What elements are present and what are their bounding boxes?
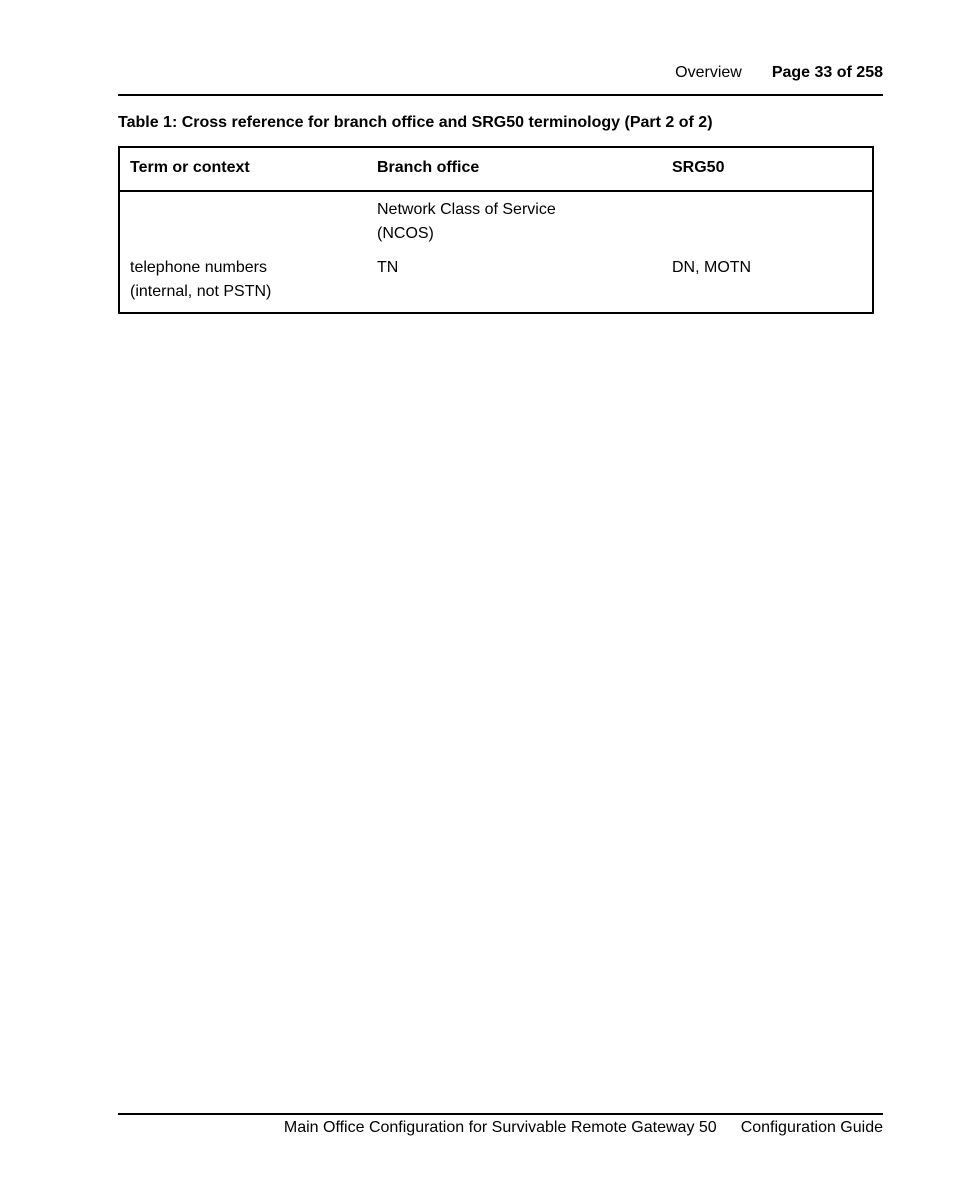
cell-line — [377, 280, 652, 304]
cell-srg50 — [662, 191, 873, 250]
cell-srg50 — [662, 250, 873, 313]
table-row — [119, 250, 873, 313]
cell-line: telephone numbers — [130, 259, 267, 276]
column-header-branch-office: Branch office — [367, 147, 662, 191]
cell-line — [672, 222, 862, 246]
cell-line: (NCOS) — [377, 225, 434, 242]
column-header-term: Term or context — [119, 147, 367, 191]
document-type: Configuration Guide — [740, 1119, 883, 1136]
cross-reference-table — [118, 146, 874, 314]
cell-branch-office — [367, 191, 662, 250]
cell-line — [130, 222, 357, 246]
cell-term — [119, 250, 367, 313]
cell-line: (internal, not PSTN) — [130, 283, 272, 300]
table-caption: Table 1: Cross reference for branch office and SRG50 terminology (Part 2 of 2) — [118, 114, 713, 131]
cell-line — [672, 280, 862, 304]
cell-line: TN — [377, 259, 399, 276]
page-number: Page 33 of 258 — [771, 64, 883, 81]
page-footer — [118, 1113, 883, 1137]
table-row — [119, 191, 873, 250]
column-header-srg50: SRG50 — [662, 147, 873, 191]
cell-line — [672, 198, 862, 222]
page-header — [118, 64, 883, 96]
cell-term — [119, 191, 367, 250]
cell-line — [130, 198, 357, 222]
cell-line: DN, MOTN — [672, 259, 752, 276]
document-title: Main Office Configuration for Survivable Remote Gateway 50 — [283, 1119, 717, 1136]
cell-line: Network Class of Service — [377, 201, 556, 218]
table-header-row — [119, 147, 873, 191]
section-name: Overview — [675, 64, 742, 81]
cell-branch-office — [367, 250, 662, 313]
